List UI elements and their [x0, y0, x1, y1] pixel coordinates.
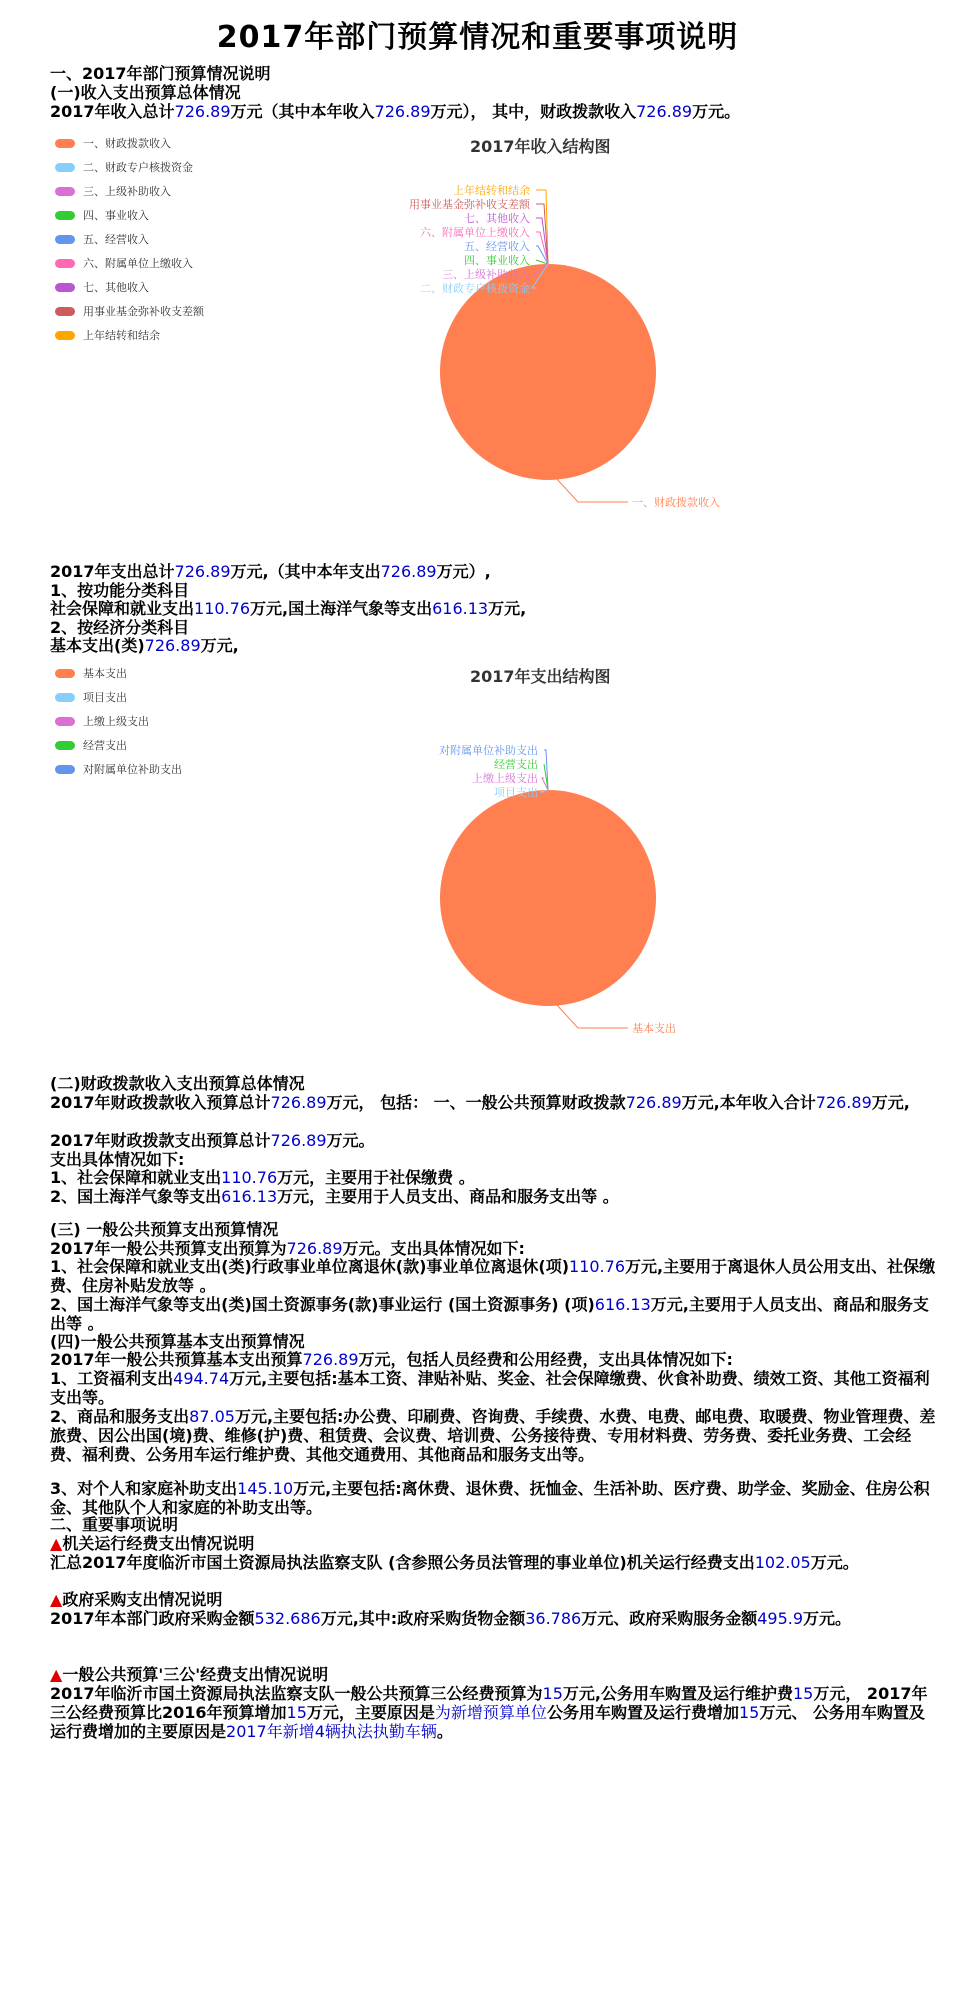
- section-heading: (二)财政拨款收入支出预算总体情况: [50, 1074, 305, 1093]
- income-chart-title: 2017年收入结构图: [470, 137, 611, 156]
- page-title: 2017年部门预算情况和重要事项说明: [216, 20, 739, 55]
- subsection-heading: ▲政府采购支出情况说明: [50, 1590, 223, 1609]
- section-heading: 二、重要事项说明: [50, 1515, 179, 1534]
- slice-label: 四、事业收入: [464, 254, 530, 267]
- income-pie-chart: [0, 170, 955, 530]
- slice-label: 经营支出: [494, 758, 538, 771]
- slice-label: 上年结转和结余: [453, 184, 530, 197]
- section-heading: (四)一般公共预算基本支出预算情况: [50, 1332, 305, 1351]
- slice-label: 二、财政专户核拨资金: [420, 282, 530, 295]
- legend-label: 四、事业收入: [83, 209, 149, 222]
- slice-label: 对附属单位补助支出: [439, 744, 538, 757]
- triangle-icon: ▲: [50, 1534, 63, 1553]
- subsection-heading: ▲机关运行经费支出情况说明: [50, 1534, 255, 1553]
- paragraph: 1、社会保障和就业支出(类)行政事业单位离退休(款)事业单位离退休(项)110.76万元,主要用于离退休人员公用支出、社保缴费、住房补贴发放等 。: [50, 1257, 936, 1295]
- legend-label: 六、附属单位上缴收入: [83, 257, 193, 270]
- slice-label: 基本支出: [632, 1022, 676, 1035]
- paragraph: 3、对个人和家庭补助支出145.10万元,主要包括:离休费、退休费、抚恤金、生活补助、医疗费、助学金、奖励金、住房公积金、其他队个人和家庭的补助支出等。: [50, 1479, 930, 1517]
- expense-econ-heading: 2、按经济分类科目: [50, 618, 190, 637]
- expense-func-detail: 社会保障和就业支出110.76万元,国土海洋气象等支出616.13万元,: [50, 599, 527, 618]
- paragraph: 汇总2017年度临沂市国土资源局执法监察支队 (含参照公务员法管理的事业单位)机关运行经费支出102.05万元。: [50, 1553, 859, 1572]
- legend-label: 用事业基金弥补收支差额: [83, 305, 204, 318]
- slice-label: 一、财政拨款收入: [632, 496, 720, 509]
- legend-item[interactable]: [55, 661, 182, 685]
- pie-slice[interactable]: [440, 264, 656, 480]
- legend-swatch: [55, 669, 75, 678]
- expense-econ-detail: 基本支出(类)726.89万元,: [50, 636, 239, 655]
- legend-swatch: [55, 139, 75, 148]
- legend-label: 对附属单位补助支出: [83, 763, 182, 776]
- legend-label: 基本支出: [83, 667, 127, 680]
- slice-label: 用事业基金弥补收支差额: [409, 198, 530, 211]
- expense-summary: 2017年支出总计726.89万元,（其中本年支出726.89万元）,: [50, 562, 491, 581]
- triangle-icon: ▲: [50, 1665, 63, 1684]
- subsection-heading: ▲一般公共预算'三公'经费支出情况说明: [50, 1665, 329, 1684]
- section-heading: (三) 一般公共预算支出预算情况: [50, 1220, 279, 1239]
- slice-label: 上缴上级支出: [472, 772, 538, 785]
- pie-slice[interactable]: [440, 790, 656, 1006]
- paragraph: 2、国土海洋气象等支出(类)国土资源事务(款)事业运行 (国土资源事务) (项)616.13万元,主要用于人员支出、商品和服务支出等 。: [50, 1295, 929, 1333]
- legend-label: 上缴上级支出: [83, 715, 149, 728]
- triangle-icon: ▲: [50, 1590, 63, 1609]
- expense-pie-chart: [0, 700, 955, 1060]
- legend-label: 七、其他收入: [83, 281, 149, 294]
- expense-chart-title: 2017年支出结构图: [470, 667, 611, 686]
- income-summary: 2017年收入总计726.89万元（其中本年收入726.89万元）， 其中，财政拨款收入726.89万元。: [50, 102, 741, 121]
- paragraph: 2017年一般公共预算基本支出预算726.89万元，包括人员经费和公用经费，支出具体情况如下:: [50, 1350, 733, 1369]
- paragraph: 支出具体情况如下:: [50, 1150, 185, 1169]
- legend-label: 一、财政拨款收入: [83, 137, 171, 150]
- paragraph: 2017年本部门政府采购金额532.686万元,其中:政府采购货物金额36.786万元、政府采购服务金额495.9万元。: [50, 1609, 852, 1628]
- paragraph: 1、社会保障和就业支出110.76万元，主要用于社保缴费 。: [50, 1168, 475, 1187]
- legend-label: 五、经营收入: [83, 233, 149, 246]
- paragraph: 2017年财政拨款支出预算总计726.89万元。: [50, 1131, 375, 1150]
- label-leader-line: [556, 478, 628, 502]
- legend-label: 经营支出: [83, 739, 127, 752]
- legend-label: 上年结转和结余: [83, 329, 160, 342]
- section-heading: 一、2017年部门预算情况说明: [50, 64, 271, 83]
- slice-label: 六、附属单位上缴收入: [420, 226, 530, 239]
- paragraph: 2017年一般公共预算支出预算为726.89万元。支出具体情况如下:: [50, 1239, 525, 1258]
- slice-label: 五、经营收入: [464, 240, 530, 253]
- legend-item[interactable]: [55, 131, 204, 155]
- legend-label: 二、财政专户核拨资金: [83, 161, 193, 174]
- paragraph: 2017年财政拨款收入预算总计726.89万元， 包括： 一、一般公共预算财政拨款726.89万元,本年收入合计726.89万元,: [50, 1093, 910, 1112]
- paragraph: 2、国土海洋气象等支出616.13万元，主要用于人员支出、商品和服务支出等 。: [50, 1187, 619, 1206]
- legend-label: 三、上级补助收入: [83, 185, 171, 198]
- legend-label: 项目支出: [83, 691, 127, 704]
- slice-label: 项目支出: [494, 786, 538, 799]
- subsection-heading: (一)收入支出预算总体情况: [50, 83, 241, 102]
- paragraph: 2017年临沂市国土资源局执法监察支队一般公共预算三公经费预算为15万元,公务用车购置及运行维护费15万元， 2017年三公经费预算比2016年预算增加15万元，主要原因是为新增预算单位公务用车购置及运行费增加15万元、 公务用车购置及运行费增加的主要原因是2017年新增4辆执法执勤车辆。: [50, 1684, 928, 1741]
- expense-func-heading: 1、按功能分类科目: [50, 581, 190, 600]
- slice-label: 三、上级补助收入: [442, 268, 530, 281]
- label-leader-line: [556, 1004, 628, 1028]
- paragraph: 2、商品和服务支出87.05万元,主要包括:办公费、印刷费、咨询费、手续费、水费、电费、邮电费、取暖费、物业管理费、差旅费、因公出国(境)费、维修(护)费、租赁费、会议费、培训费、公务接待费、专用材料费、劳务费、委托业务费、工会经费、福利费、公务用车运行维护费、其他交通费用、其他商品和服务支出等。: [50, 1407, 936, 1464]
- paragraph: 1、工资福利支出494.74万元,主要包括:基本工资、津贴补贴、奖金、社会保障缴费、伙食补助费、绩效工资、其他工资福利支出等。: [50, 1369, 930, 1407]
- slice-label: 七、其他收入: [464, 212, 530, 225]
